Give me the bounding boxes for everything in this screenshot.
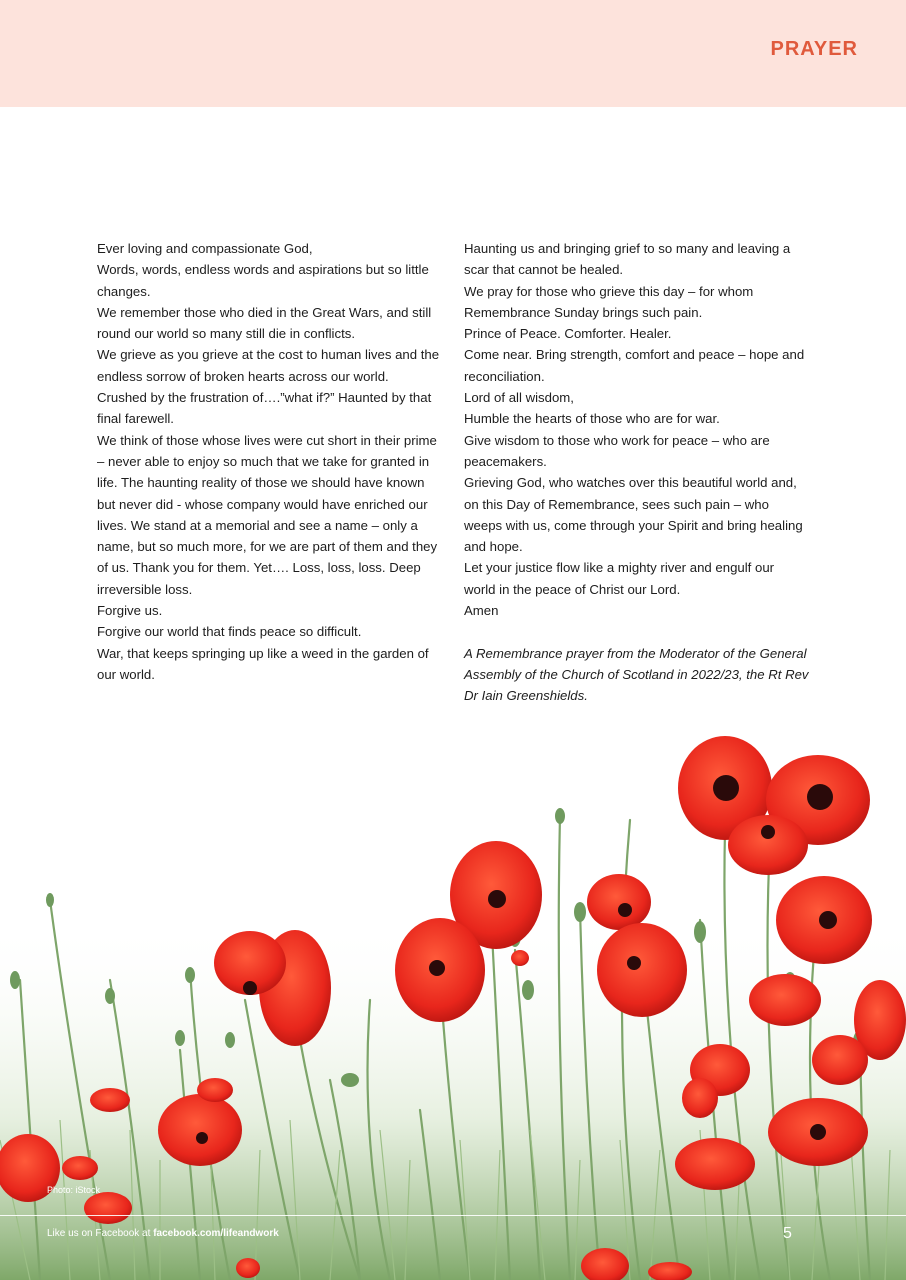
header-band: [0, 0, 906, 107]
prayer-line: Let your justice flow like a mighty river and engulf our world in the peace of Christ our Lord.: [464, 560, 775, 597]
footer-divider: [0, 1215, 906, 1216]
prayer-line: Grieving God, who watches over this beautiful world and, on this Day of Remembrance, sees such pain – who weeps with us, come through your Spirit and bring healing and hope.: [464, 475, 803, 555]
prayer-attribution: A Remembrance prayer from the Moderator of the General Assembly of the Church of Scotland in 2022/23, the Rt Rev Dr Iain Greenshields.: [464, 645, 809, 704]
prayer-line: Come near. Bring strength, comfort and peace – hope and reconciliation.: [464, 347, 805, 384]
prayer-line: Ever loving and compassionate God,: [97, 241, 313, 256]
prayer-line: We think of those whose lives were cut short in their prime – never able to enjoy so much that we take for granted in life. The haunting reality of those we should have known but never did - whose company would have enriched our lives. We stand at a memorial and see a name – only a name, but so much more, for we are part of them and they of us. Thank you for them. Yet…. Loss, loss, loss. Deep irreversible loss.: [97, 432, 438, 597]
page-number: 5: [783, 1225, 792, 1242]
footer-prefix: Like us on Facebook at: [47, 1228, 154, 1239]
poppies-illustration: [0, 720, 906, 1280]
prayer-line: Give wisdom to those who work for peace – who are peacemakers.: [464, 432, 770, 469]
prayer-line: Humble the hearts of those who are for war.: [464, 411, 720, 427]
section-title: PRAYER: [770, 38, 858, 60]
prayer-line: Haunting us and bringing grief to so many and leaving a scar that cannot be healed.: [464, 241, 791, 278]
prayer-line: We pray for those who grieve this day – for whom Remembrance Sunday brings such pain.: [464, 283, 754, 320]
prayer-line: We grieve as you grieve at the cost to human lives and the endless sorrow of broken hearts across our world. Crushed by the frustration of….”what if?” Haunted by that final farewell.: [97, 347, 440, 427]
prayer-line: War, that keeps springing up like a weed in the garden of our world.: [97, 645, 429, 682]
prayer-line: Prince of Peace. Comforter. Healer.: [464, 326, 672, 342]
prayer-line: We remember those who died in the Great Wars, and still round our world so many still die in conflicts.: [97, 304, 432, 342]
prayer-column-right: [464, 238, 809, 707]
footer-facebook-line: [47, 1228, 279, 1239]
prayer-line: Words, words, endless words and aspirations but so little changes.: [97, 262, 429, 299]
prayer-line: Forgive us.: [97, 603, 163, 619]
photo-credit: Photo: iStock: [47, 1185, 101, 1195]
prayer-column-left: [97, 238, 442, 685]
prayer-line: Lord of all wisdom,: [464, 390, 574, 406]
facebook-link[interactable]: facebook.com/lifeandwork: [153, 1228, 279, 1239]
prayer-line: Forgive our world that finds peace so difficult.: [97, 624, 362, 640]
prayer-line: Amen: [464, 603, 499, 619]
